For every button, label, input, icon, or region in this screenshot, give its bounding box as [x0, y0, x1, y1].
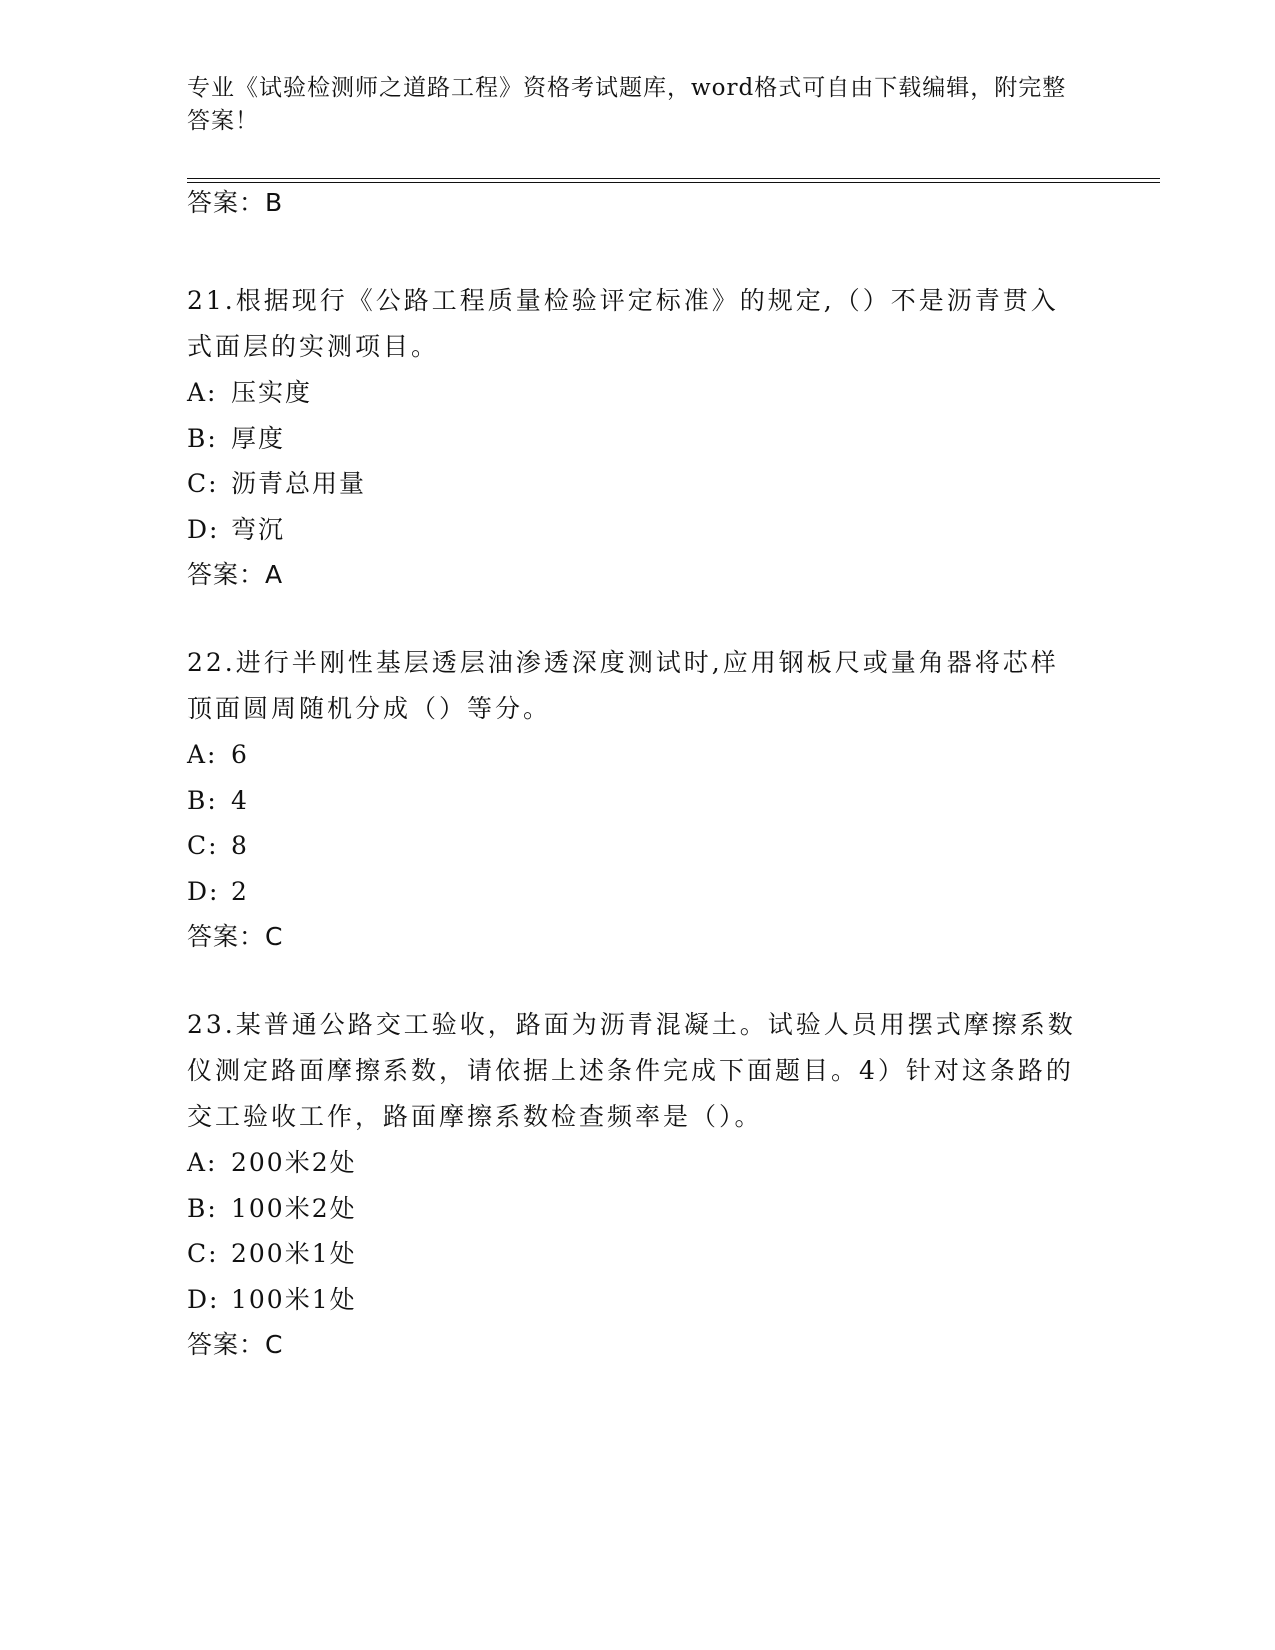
option-key: A: — [187, 378, 218, 407]
option-d — [187, 507, 1077, 553]
option-text: 100米1处 — [231, 1284, 357, 1314]
option-key: D: — [187, 1284, 220, 1314]
option-text: 8 — [231, 831, 249, 860]
question-23 — [187, 1002, 1077, 1368]
option-b — [187, 1186, 1077, 1232]
option-d — [187, 1277, 1077, 1323]
option-text: 100米2处 — [231, 1193, 357, 1223]
previous-answer — [187, 186, 283, 220]
answer-label: 答案： — [187, 188, 266, 217]
question-22 — [187, 640, 1077, 960]
option-text: 200米1处 — [231, 1239, 357, 1268]
answer-value: B — [265, 188, 284, 217]
option-key: C: — [187, 1239, 219, 1268]
option-c — [187, 823, 1077, 869]
option-a — [187, 370, 1077, 416]
option-b — [187, 778, 1077, 824]
question-stem: 22.进行半刚性基层透层油渗透深度测试时,应用钢板尺或量角器将芯样顶面圆周随机分成（）等分。 — [187, 648, 1059, 723]
question-answer — [187, 552, 1077, 598]
answer-value: C — [265, 922, 284, 951]
answer-value: A — [265, 560, 284, 589]
option-key: C: — [187, 469, 219, 498]
option-a — [187, 732, 1077, 778]
question-answer — [187, 914, 1077, 960]
question-stem: 23.某普通公路交工验收，路面为沥青混凝土。试验人员用摆式摩擦系数仪测定路面摩擦系数，请依据上述条件完成下面题目。4）针对这条路的交工验收工作，路面摩擦系数检查频率是（）。 — [187, 1010, 1076, 1131]
option-key: C: — [187, 831, 219, 860]
document-header: 专业《试验检测师之道路工程》资格考试题库，word格式可自由下载编辑，附完整答案！ — [187, 75, 1067, 134]
option-key: B: — [187, 423, 218, 453]
option-text: 压实度 — [231, 378, 313, 407]
answer-label: 答案： — [187, 1330, 266, 1359]
option-b — [187, 416, 1077, 462]
option-text: 2 — [231, 876, 249, 906]
option-d — [187, 869, 1077, 915]
option-key: B: — [187, 1193, 218, 1223]
answer-label: 答案： — [187, 560, 266, 589]
option-key: D: — [187, 876, 220, 906]
option-text: 6 — [231, 740, 249, 769]
option-c — [187, 1231, 1077, 1277]
answer-value: C — [265, 1330, 284, 1359]
question-stem: 21.根据现行《公路工程质量检验评定标准》的规定,（）不是沥青贯入式面层的实测项目。 — [187, 286, 1059, 361]
question-21 — [187, 278, 1077, 598]
header-double-rule — [187, 178, 1160, 183]
option-c — [187, 461, 1077, 507]
option-key: B: — [187, 785, 218, 815]
option-text: 厚度 — [231, 423, 286, 453]
option-text: 弯沉 — [231, 514, 286, 544]
option-a — [187, 1140, 1077, 1186]
option-text: 沥青总用量 — [231, 469, 367, 498]
question-answer — [187, 1322, 1077, 1368]
answer-label: 答案： — [187, 922, 266, 951]
option-key: A: — [187, 740, 218, 769]
option-key: A: — [187, 1148, 218, 1177]
option-key: D: — [187, 514, 220, 544]
option-text: 4 — [231, 785, 249, 815]
option-text: 200米2处 — [231, 1148, 357, 1177]
